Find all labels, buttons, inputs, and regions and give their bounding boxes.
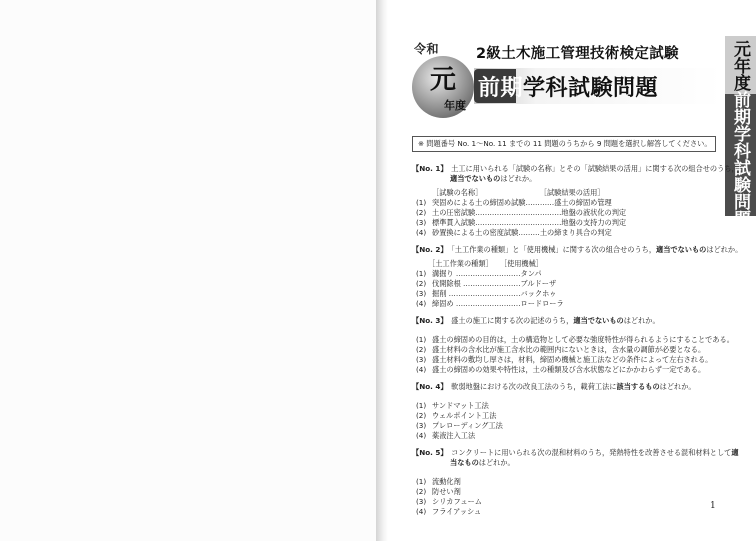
question-4: [412, 382, 722, 441]
option-text: 標準貫入試験………………………………地盤の支持力の判定: [432, 218, 627, 227]
question-text: [412, 448, 739, 458]
option[interactable]: [412, 477, 722, 487]
option[interactable]: [412, 279, 722, 289]
option[interactable]: [412, 487, 722, 497]
option-mark: (4): [416, 228, 427, 237]
option-mark: (4): [416, 507, 427, 516]
option[interactable]: [412, 355, 722, 365]
option-list: [412, 335, 734, 375]
option[interactable]: [412, 269, 722, 279]
emphasis: 適当でないもの: [450, 174, 501, 183]
option-mark: (3): [416, 421, 427, 430]
option[interactable]: [412, 507, 722, 517]
option[interactable]: [412, 401, 722, 411]
option-mark: (2): [416, 345, 427, 354]
column-header: ［試験の名称］ ［試験結果の活用］: [432, 188, 605, 197]
page-header: [400, 36, 725, 126]
question-number: 【No. 1】: [412, 164, 444, 173]
option-mark: (1): [416, 335, 427, 344]
year-kanji: 元: [430, 65, 457, 95]
option[interactable]: [412, 299, 722, 309]
question-number: 【No. 3】: [412, 316, 444, 325]
option-text: ウェルポイント工法: [432, 411, 497, 420]
question-number: 【No. 5】: [412, 448, 444, 457]
option-mark: (3): [416, 289, 427, 298]
question-stem-end: はどれか。: [706, 245, 743, 254]
option-text: 流動化剤: [432, 477, 461, 486]
question-stem: 「土工作業の種類」と「使用機械」に関する次の組合せのうち，: [451, 245, 657, 254]
option-text: 伐開除根 ……………………ブルドーザ: [432, 279, 557, 288]
option-text: サンドマット工法: [432, 401, 489, 410]
era-label: 令和: [414, 42, 440, 56]
option-mark: (1): [416, 269, 427, 278]
option-mark: (2): [416, 208, 427, 217]
question-number: 【No. 2】: [412, 245, 444, 254]
emphasis: 当なもの: [450, 458, 479, 467]
option-text: 溝掘り ………………………タンパ: [432, 269, 542, 278]
option-text: プレローディング工法: [432, 421, 503, 430]
title-lead: 前期: [478, 76, 524, 101]
spacer: [412, 238, 722, 245]
option[interactable]: [412, 335, 734, 345]
question-stem: 軟弱地盤における次の改良工法のうち，載荷工法に: [451, 382, 617, 391]
option-text: 盛土の締固めの目的は，土の構造物として必要な強度特性が得られるようにすることである。: [432, 335, 734, 344]
question-stem-end: はどれか。: [623, 316, 660, 325]
option-list: [412, 259, 722, 309]
side-tab-year: 元年度: [730, 40, 750, 91]
nendo-label: 年度: [444, 99, 466, 112]
spacer: [412, 375, 722, 382]
option-mark: (3): [416, 497, 427, 506]
page-title: [478, 71, 658, 102]
option-text: 盛土材料の含水比が施工含水比の範囲内にないときは，含水量の調節が必要となる。: [432, 345, 706, 354]
option[interactable]: [412, 228, 722, 238]
option-mark: (1): [416, 401, 427, 410]
question-text: [412, 164, 739, 174]
question-5: [412, 448, 739, 517]
option-mark: (1): [416, 477, 427, 486]
question-stem-end: はどれか。: [500, 174, 537, 183]
question-text: [412, 245, 743, 255]
emphasis: 適当でないもの: [656, 245, 707, 254]
option[interactable]: [412, 198, 722, 208]
option-text: 掘削 …………………………バックホゥ: [432, 289, 557, 298]
spacer: [412, 441, 722, 448]
column-header: ［土工作業の種類］ ［使用機械］: [428, 259, 543, 268]
option-mark: (2): [416, 487, 427, 496]
question-stem-end: はどれか。: [659, 382, 696, 391]
option-list: [412, 188, 722, 238]
option-text: フライアッシュ: [432, 507, 482, 516]
question-number: 【No. 4】: [412, 382, 444, 391]
spacer: [412, 309, 722, 316]
option-mark: (4): [416, 431, 427, 440]
emphasis: 該当するもの: [616, 382, 660, 391]
option-mark: (1): [416, 198, 427, 207]
option[interactable]: [412, 411, 722, 421]
option[interactable]: [412, 497, 722, 507]
option-list: [412, 477, 722, 517]
option-mark: (4): [416, 299, 427, 308]
option-text: 防せい剤: [432, 487, 461, 496]
option-text: 盛土材料の敷均し厚さは，材料，締固め機械と施工法などの条件によって左右される。: [432, 355, 713, 364]
option[interactable]: [412, 218, 722, 228]
question-text: [412, 382, 722, 392]
page-number: 1: [710, 501, 716, 511]
option[interactable]: [412, 208, 722, 218]
option-mark: (2): [416, 411, 427, 420]
question-stem: 盛土の施工に関する次の記述のうち，: [451, 316, 574, 325]
option-list: [412, 401, 722, 441]
option-mark: (3): [416, 355, 427, 364]
emphasis: 適: [731, 448, 739, 457]
option-text: シリカフューム: [432, 497, 482, 506]
exam-name: 2級土木施工管理技術検定試験: [476, 46, 679, 62]
question-stem: コンクリートに用いられる次の混和材料のうち，発熱特性を改善させる混和材料として: [451, 448, 732, 457]
questions: [412, 164, 743, 517]
option[interactable]: [412, 289, 722, 299]
question-2: [412, 245, 743, 309]
option[interactable]: [412, 345, 722, 355]
option-text: 突固めによる土の締固め試験…………盛土の締固め管理: [432, 198, 612, 207]
title-rest: 学科試験問題: [523, 76, 659, 101]
instruction-box: ※ 問題番号 No. 1～No. 11 までの 11 問題のうちから 9 問題を選択し解答してください。: [412, 136, 716, 152]
question-1: [412, 164, 739, 238]
question-stem-cont: [412, 174, 722, 184]
question-text: [412, 316, 722, 326]
question-stem-end: はどれか。: [478, 458, 515, 467]
option-text: 砂置換による土の密度試験………土の締まり具合の判定: [432, 228, 612, 237]
option-mark: (3): [416, 218, 427, 227]
option-text: 土の圧密試験………………………………地盤の液状化の判定: [432, 208, 627, 217]
emphasis: 適当でないもの: [573, 316, 624, 325]
left-page-blank: [0, 0, 376, 541]
option-text: 締固め ………………………ロードローラ: [432, 299, 564, 308]
option-mark: (4): [416, 365, 427, 374]
question-3: [412, 316, 734, 375]
book-gutter: [376, 0, 388, 541]
option[interactable]: [412, 431, 722, 441]
option-text: 薬液注入工法: [432, 431, 476, 440]
question-stem-cont: [412, 458, 722, 468]
option-mark: (2): [416, 279, 427, 288]
side-tab-text: [729, 40, 751, 227]
option-text: 盛土の締固めの効果や特性は，土の種類及び含水状態などにかかわらず一定である。: [432, 365, 706, 374]
option[interactable]: [412, 421, 722, 431]
question-stem: 土工に用いられる「試験の名称」とその「試験結果の活用」に関する次の組合せのうち，: [451, 164, 739, 173]
side-tab-title: 前期学科試験問題: [730, 91, 750, 227]
option[interactable]: [412, 365, 722, 375]
